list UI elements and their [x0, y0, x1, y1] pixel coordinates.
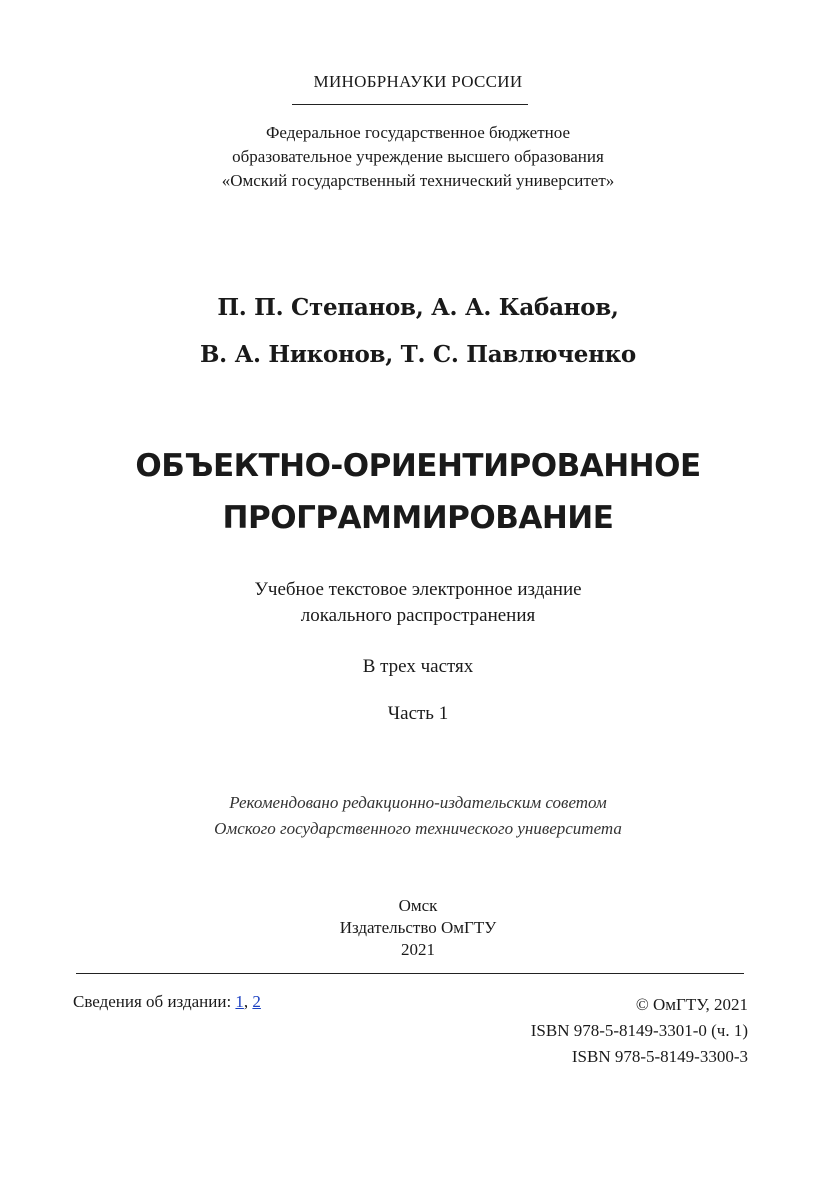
part-number: Часть 1 [387, 703, 449, 724]
authors-line-2: В. А. Никонов, Т. С. Павлюченко [200, 341, 636, 368]
publisher-info [0, 895, 836, 961]
edition-link-2[interactable]: 2 [252, 992, 261, 1011]
book-title-line-1: ОБЪЕКТНО-ОРИЕНТИРОВАННОЕ [135, 448, 701, 484]
copyright: © ОмГТУ, 2021 [635, 995, 748, 1014]
book-title [0, 440, 836, 544]
institution-name [0, 121, 836, 193]
parts-count: В трех частях [362, 656, 474, 677]
copyright-block [531, 992, 748, 1070]
edition-link-1[interactable]: 1 [235, 992, 244, 1011]
recommendation [0, 790, 836, 842]
isbn-set: ISBN 978-5-8149-3300-3 [571, 1047, 748, 1066]
recommendation-line-1: Рекомендовано редакционно-издательским советом [229, 793, 607, 812]
isbn-part: ISBN 978-5-8149-3301-0 (ч. 1) [530, 1021, 748, 1040]
ministry-divider [292, 104, 528, 105]
publisher-city: Омск [398, 896, 438, 915]
edition-type-line-1: Учебное текстовое электронное издание [254, 579, 582, 600]
edition-info [73, 992, 261, 1012]
institution-line-1: Федеральное государственное бюджетное [265, 123, 571, 142]
publisher-name: Издательство ОмГТУ [339, 918, 497, 937]
institution-line-2: образовательное учреждение высшего образования [232, 147, 604, 166]
authors [0, 284, 836, 378]
recommendation-line-2: Омского государственного технического университета [214, 819, 622, 838]
authors-line-1: П. П. Степанов, А. А. Кабанов, [217, 294, 619, 321]
book-title-line-2: ПРОГРАММИРОВАНИЕ [222, 500, 614, 536]
publisher-year: 2021 [401, 940, 435, 959]
footer-divider [76, 973, 744, 974]
edition-type-line-2: локального распространения [300, 605, 536, 626]
edition-type [0, 577, 836, 629]
edition-link-separator: , [243, 992, 253, 1011]
ministry-name: МИНОБРНАУКИ РОССИИ [313, 72, 523, 91]
institution-line-3: «Омский государственный технический университет» [221, 171, 615, 190]
edition-info-label: Сведения об издании: [73, 992, 236, 1011]
